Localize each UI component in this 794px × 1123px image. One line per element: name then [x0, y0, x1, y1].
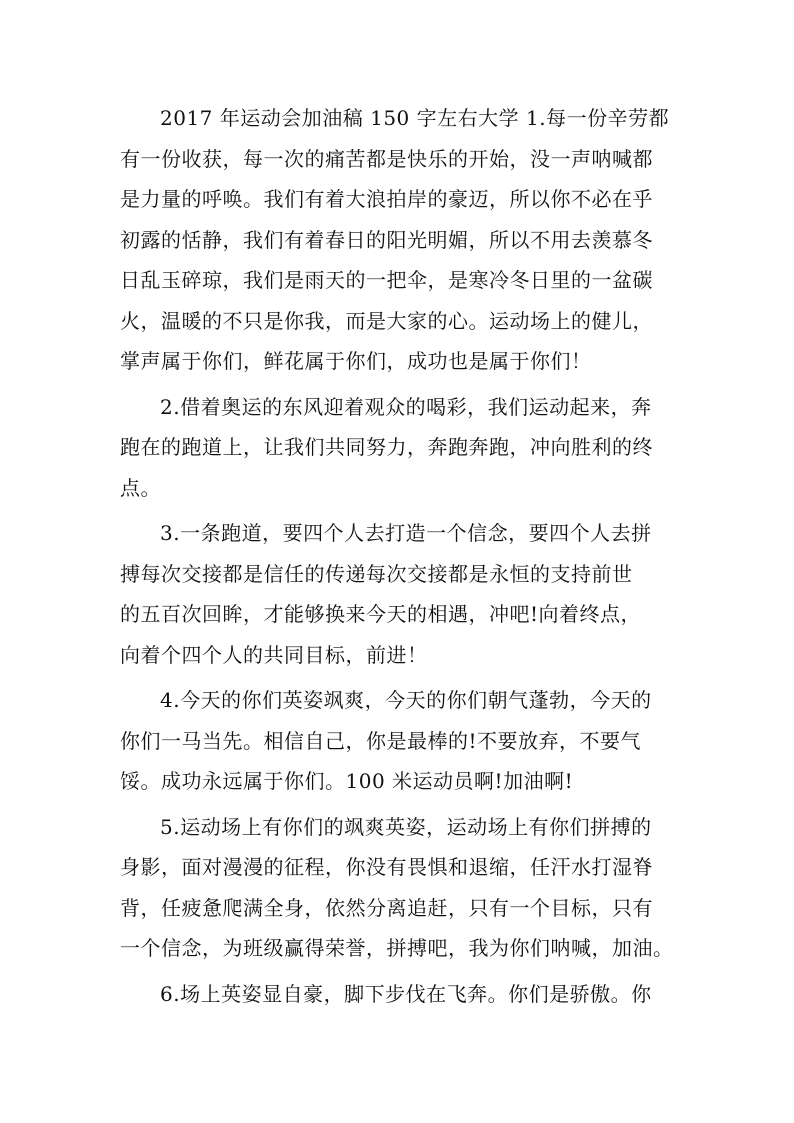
text-line: 背，任疲惫爬满全身，依然分离追赶，只有一个目标，只有 — [120, 895, 653, 920]
text-line: 跑在的跑道上，让我们共同努力，奔跑奔跑，冲向胜利的终 — [120, 435, 653, 459]
paragraph-1 — [120, 98, 680, 382]
paragraph-5 — [120, 807, 680, 969]
paragraph-6 — [120, 974, 680, 1015]
paragraph-3 — [120, 513, 680, 675]
text-line: 的五百次回眸，才能够换来今天的相遇，冲吧!向着终点， — [120, 602, 642, 626]
text-line: 4.今天的你们英姿飒爽，今天的你们朝气蓬勃，今天的 — [160, 688, 652, 712]
text-line: 馁。成功永远属于你们。100 米运动员啊!加油啊! — [120, 769, 574, 793]
text-line: 点。 — [120, 475, 161, 500]
paragraph-2 — [120, 387, 680, 509]
text-line: 掌声属于你们，鲜花属于你们，成功也是属于你们！ — [120, 349, 592, 373]
text-line: 你们一马当先。相信自己，你是最棒的!不要放弃，不要气 — [120, 728, 642, 753]
article-body — [120, 98, 680, 1019]
text-line: 向着个四个人的共同目标，前进！ — [120, 642, 428, 667]
text-line: 3.一条跑道，要四个人去打造一个信念，要四个人去拼 — [160, 521, 652, 545]
text-line: 日乱玉碎琼，我们是雨天的一把伞，是寒冷冬日里的一盆碳 — [120, 268, 653, 292]
text-line: 火，温暖的不只是你我，而是大家的心。运动场上的健儿， — [120, 308, 653, 333]
text-line: 6.场上英姿显自豪，脚下步伐在飞奔。你们是骄傲。你 — [160, 981, 652, 1006]
text-line: 初露的恬静，我们有着春日的阳光明媚，所以不用去羡慕冬 — [120, 227, 653, 252]
text-line: 5.运动场上有你们的飒爽英姿，运动场上有你们拼搏的 — [160, 814, 652, 839]
paragraph-4 — [120, 680, 680, 802]
text-line: 是力量的呼唤。我们有着大浪拍岸的豪迈，所以你不必在乎 — [120, 187, 653, 211]
text-line: 2017 年运动会加油稿 150 字左右大学 1.每一份辛劳都 — [160, 106, 670, 130]
text-line: 身影，面对漫漫的征程，你没有畏惧和退缩，任汗水打湿脊 — [120, 855, 653, 879]
text-line: 2.借着奥运的东风迎着观众的喝彩，我们运动起来，奔 — [160, 394, 652, 419]
text-line: 有一份收获，每一次的痛苦都是快乐的开始，没一声呐喊都 — [120, 146, 653, 171]
text-line: 搏每次交接都是信任的传递每次交接都是永恒的支持前世 — [120, 561, 633, 586]
text-line: 一个信念，为班级赢得荣誉，拼搏吧，我为你们呐喊，加油。 — [120, 936, 674, 960]
